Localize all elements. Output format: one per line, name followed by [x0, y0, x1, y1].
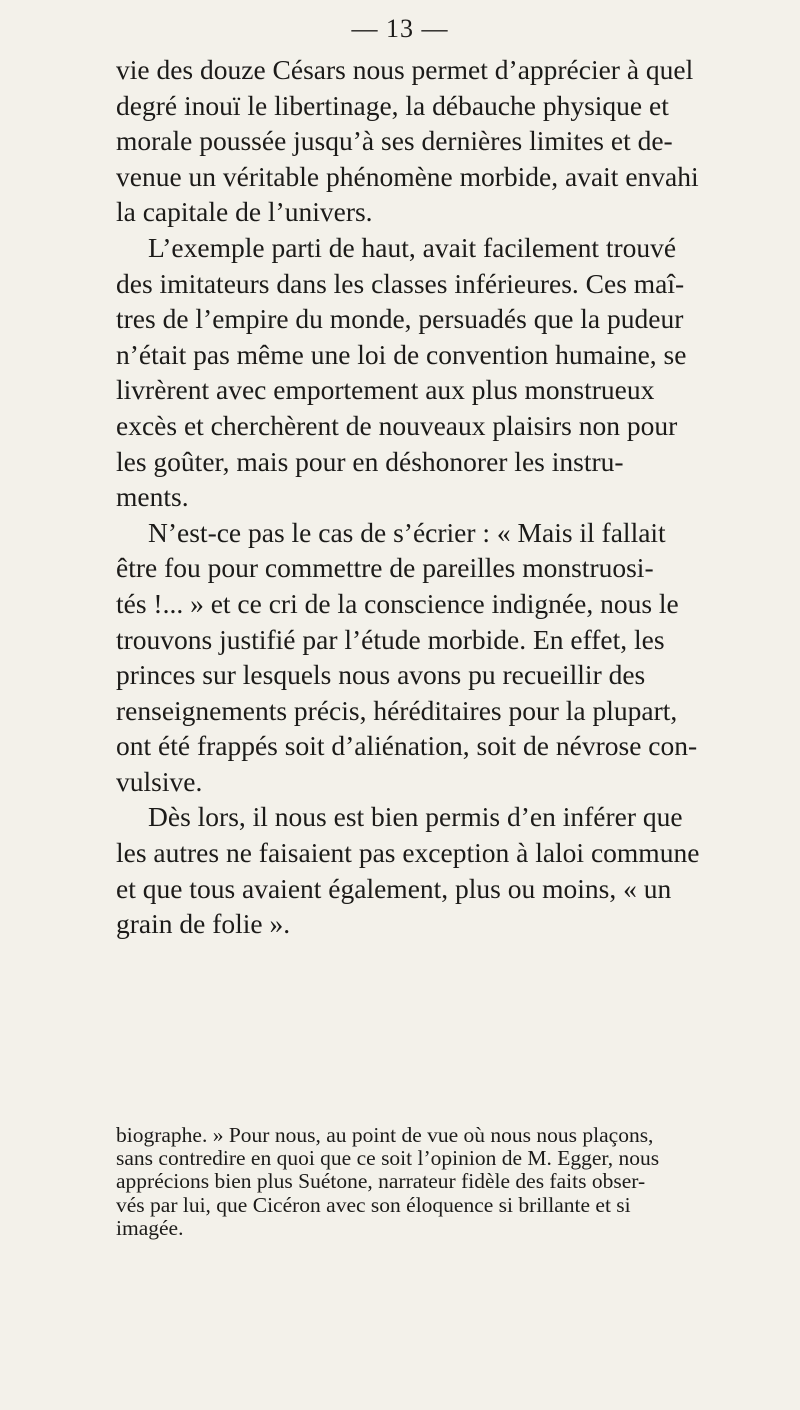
text-line: excès et cherchèrent de nouveaux plaisirs non pour	[116, 409, 678, 441]
text-line: la capitale de l’univers.	[116, 196, 373, 228]
text-line: morale poussée jusqu’à ses dernières limites et de-	[116, 125, 673, 157]
text-line: venue un véritable phénomène morbide, avait envahi	[116, 160, 699, 192]
page-number: — 13 —	[351, 14, 449, 43]
paragraph-start-line: N’est-ce pas le cas de s’écrier : « Mais il fallait	[148, 516, 666, 548]
body-text	[116, 52, 800, 942]
footnote-line: apprécions bien plus Suétone, narrateur fidèle des faits obser-	[116, 1169, 646, 1194]
paragraph-start-line: Dès lors, il nous est bien permis d’en inférer que	[148, 801, 683, 833]
text-line: degré inouï le libertinage, la débauche physique et	[116, 89, 669, 121]
footnote-line: biographe. » Pour nous, au point de vue où nous nous plaçons,	[116, 1123, 654, 1147]
text-line: tés !... » et ce cri de la conscience indignée, nous le	[116, 587, 679, 619]
text-line: les goûter, mais pour en déshonorer les instru-	[116, 445, 624, 477]
text-line: tres de l’empire du monde, persuadés que la pudeur	[116, 303, 684, 335]
text-line: des imitateurs dans les classes inférieures. Ces maî-	[116, 267, 685, 299]
text-line: être fou pour commettre de pareilles monstruosi-	[116, 552, 654, 584]
text-line: grain de folie ».	[116, 908, 291, 940]
text-line: n’était pas même une loi de convention humaine, se	[116, 338, 687, 370]
text-line: ments.	[116, 481, 189, 513]
text-line: vie des douze Césars nous permet d’apprécier à quel	[116, 54, 694, 85]
text-line: trouvons justifié par l’étude morbide. En effet, les	[116, 623, 665, 655]
footnote-line: sans contredire en quoi que ce soit l’opinion de M. Egger, nous	[116, 1146, 660, 1171]
text-line: princes sur lesquels nous avons pu recueillir des	[116, 659, 646, 691]
text-line: livrèrent avec emportement aux plus monstrueux	[116, 374, 655, 406]
text-line: vulsive.	[116, 765, 203, 797]
text-line: et que tous avaient également, plus ou moins, « un	[116, 872, 672, 904]
footnote-line: imagée.	[116, 1215, 184, 1240]
footnote-line: vés par lui, que Cicéron avec son éloquence si brillante et si	[116, 1192, 631, 1217]
text-line: renseignements précis, héréditaires pour la plupart,	[116, 694, 678, 726]
text-line: ont été frappés soit d’aliénation, soit de névrose con-	[116, 730, 698, 762]
footnote	[116, 1124, 800, 1240]
text-line: les autres ne faisaient pas exception à laloi commune	[116, 837, 700, 869]
paragraph-start-line: L’exemple parti de haut, avait facilement trouvé	[148, 231, 677, 263]
